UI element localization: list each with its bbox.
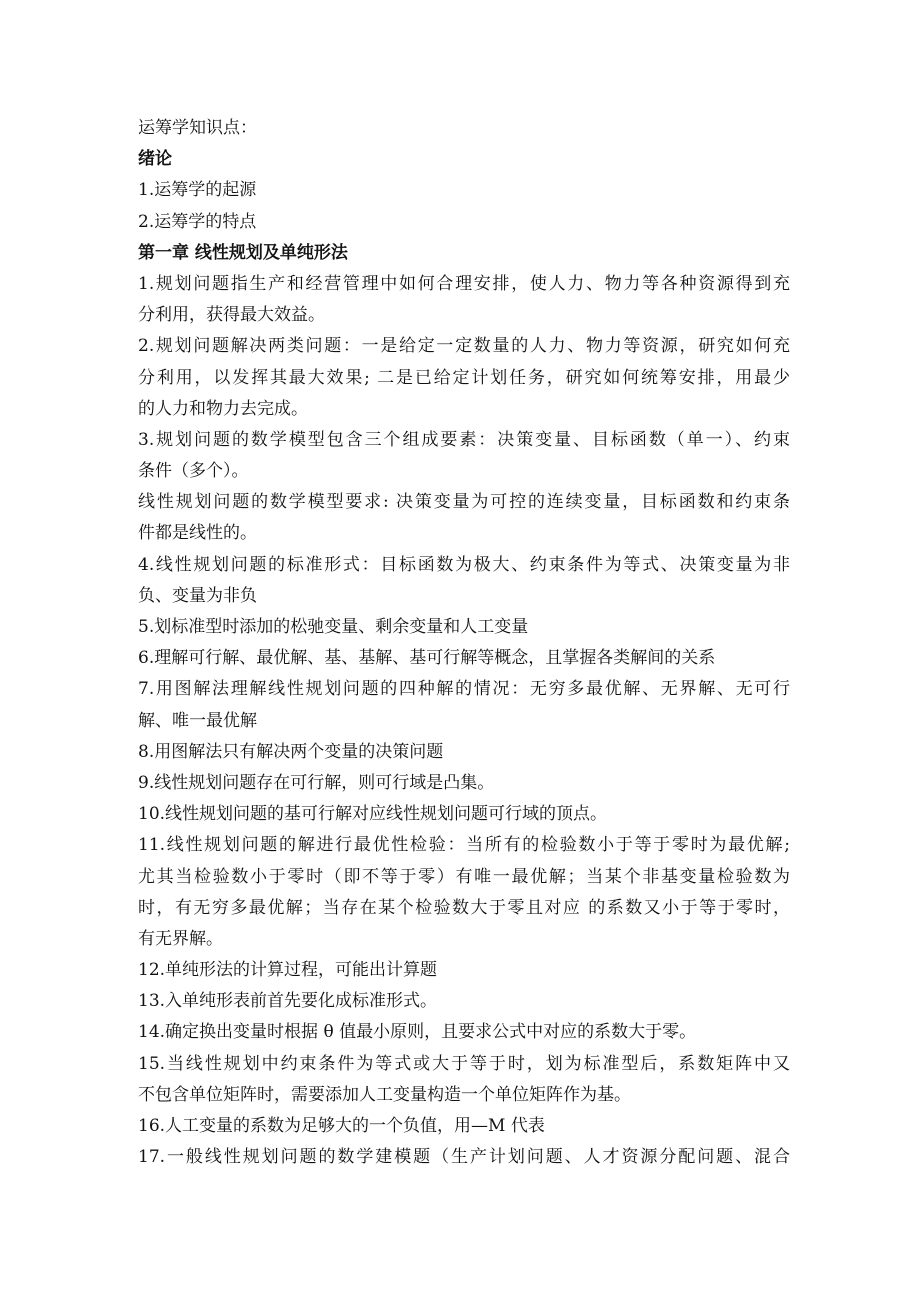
text-line: 10.线性规划问题的基可行解对应线性规划问题可行域的顶点。 — [138, 804, 608, 825]
text-line: 1.规划问题指生产和经营管理中如何合理安排，使人力、物力等各种资源得到充 — [138, 273, 790, 294]
text-line: 17.一般线性规划问题的数学建模题（生产计划问题、人才资源分配问题、混合 — [138, 1147, 790, 1168]
text-line: 15.当线性规划中约束条件为等式或大于等于时，划为标准型后，系数矩阵中又 — [138, 1053, 790, 1074]
text-line: 11.线性规划问题的解进行最优性检验：当所有的检验数小于等于零时为最优解; — [138, 835, 790, 856]
text-line: 5.划标准型时添加的松驰变量、剩余变量和人工变量 — [138, 617, 529, 637]
text-line: 的人力和物力去完成。 — [138, 398, 308, 419]
text-line: 2.运筹学的特点 — [138, 211, 257, 232]
text-line: 条件（多个）。 — [138, 461, 249, 482]
document-title: 运筹学知识点： — [138, 118, 257, 138]
document-body — [138, 113, 790, 1173]
text-line: 分利用，获得最大效益。 — [138, 305, 325, 326]
text-line: 解、唯一最优解 — [138, 710, 257, 731]
text-line: 分利用，以发挥其最大效果; 二是已给定计划任务，研究如何统筹安排，用最少 — [138, 367, 790, 388]
text-line: 尤其当检验数小于零时（即不等于零）有唯一最优解；当某个非基变量检验数为 — [138, 866, 790, 887]
text-line: 16.人工变量的系数为足够大的一个负值，用—M 代表 — [138, 1116, 545, 1136]
text-line: 有无界解。 — [138, 928, 223, 949]
text-line: 负、变量为非负 — [138, 585, 257, 606]
text-line: 件都是线性的。 — [138, 523, 257, 544]
text-line: 1.运筹学的起源 — [138, 180, 257, 201]
text-line: 时，有无穷多最优解；当存在某个检验数大于零且对应 的系数又小于等于零时， — [138, 897, 790, 918]
section-heading: 第一章 线性规划及单纯形法 — [138, 242, 348, 263]
section-heading: 绪论 — [138, 149, 172, 170]
text-line: 13.入单纯形表前首先要化成标准形式。 — [138, 991, 438, 1012]
text-line: 12.单纯形法的计算过程，可能出计算题 — [138, 960, 438, 981]
document-lines — [138, 144, 790, 1173]
text-line: 2.规划问题解决两类问题：一是给定一定数量的人力、物力等资源，研究如何充 — [138, 336, 790, 357]
text-line: 线性规划问题的数学模型要求: 决策变量为可控的连续变量，目标函数和约束条 — [138, 492, 790, 513]
text-line: 9.线性规划问题存在可行解，则可行域是凸集。 — [138, 772, 495, 793]
text-line: 8.用图解法只有解决两个变量的决策问题 — [138, 741, 444, 762]
text-line: 6.理解可行解、最优解、基、基解、基可行解等概念，且掌握各类解间的关系 — [138, 648, 716, 669]
text-line: 不包含单位矩阵时，需要添加人工变量构造一个单位矩阵作为基。 — [138, 1084, 631, 1105]
text-line: 14.确定换出变量时根据 θ 值最小原则，且要求公式中对应的系数大于零。 — [138, 1022, 697, 1043]
text-line: 4.线性规划问题的标准形式：目标函数为极大、约束条件为等式、决策变量为非 — [138, 554, 790, 575]
text-line: 3.规划问题的数学模型包含三个组成要素：决策变量、目标函数（单一）、约束 — [138, 429, 790, 450]
text-line: 7.用图解法理解线性规划问题的四种解的情况：无穷多最优解、无界解、无可行 — [138, 679, 790, 700]
